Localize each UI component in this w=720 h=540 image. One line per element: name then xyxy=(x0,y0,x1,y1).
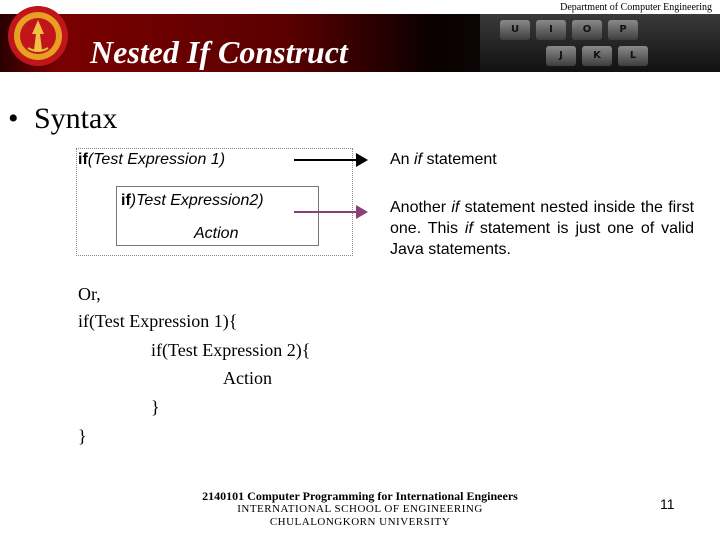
key-cap: J xyxy=(546,46,576,66)
outer-if-line xyxy=(78,151,225,169)
inner-test-expression: )Test Expression2) xyxy=(130,192,264,209)
if-keyword: if xyxy=(121,192,131,209)
note-an-if-statement xyxy=(390,151,497,169)
if-keyword: if xyxy=(78,151,88,168)
keyboard-image xyxy=(480,14,720,72)
slide-footer xyxy=(170,490,550,529)
course-title: 2140101 Computer Programming for International Engineers xyxy=(202,489,518,503)
note-nested-if xyxy=(390,197,694,260)
note2-part: statement is just one of valid Java statements. xyxy=(390,220,695,258)
note2-part: statement nested inside the first one. This xyxy=(390,199,695,237)
inner-action: Action xyxy=(194,225,239,242)
arrow-to-note1 xyxy=(294,159,366,161)
key-cap: L xyxy=(618,46,648,66)
note1-pre: An xyxy=(390,151,415,168)
note1-post: statement xyxy=(422,151,497,168)
arrow-to-note2 xyxy=(294,211,366,213)
note2-em: if xyxy=(451,199,460,216)
note2-part: Another xyxy=(390,199,452,216)
title-banner xyxy=(0,14,720,72)
code-line: if(Test Expression 1){ xyxy=(78,311,238,331)
key-cap: K xyxy=(582,46,612,66)
key-cap: O xyxy=(572,20,602,40)
university-seal-icon xyxy=(6,4,70,68)
code-line: Or, xyxy=(78,284,101,304)
school-name: INTERNATIONAL SCHOOL OF ENGINEERING xyxy=(237,503,483,515)
department-label: Department of Computer Engineering xyxy=(560,2,712,13)
note2-em: if xyxy=(464,220,473,237)
key-cap: P xyxy=(608,20,638,40)
key-cap: U xyxy=(500,20,530,40)
slide-header xyxy=(0,0,720,72)
page-number: 11 xyxy=(660,496,675,512)
bullet-marker: • xyxy=(8,102,19,135)
syntax-heading: Syntax xyxy=(34,102,118,135)
code-line: } xyxy=(151,397,160,417)
outer-test-expression: (Test Expression 1) xyxy=(87,151,226,168)
note1-em: if xyxy=(414,151,423,168)
slide-title: Nested If Construct xyxy=(90,34,348,70)
code-line: Action xyxy=(223,368,272,388)
inner-if-line xyxy=(121,192,264,210)
university-name: CHULALONGKORN UNIVERSITY xyxy=(269,516,451,528)
code-line: if(Test Expression 2){ xyxy=(151,340,311,360)
key-cap: I xyxy=(536,20,566,40)
code-line: } xyxy=(78,426,87,446)
